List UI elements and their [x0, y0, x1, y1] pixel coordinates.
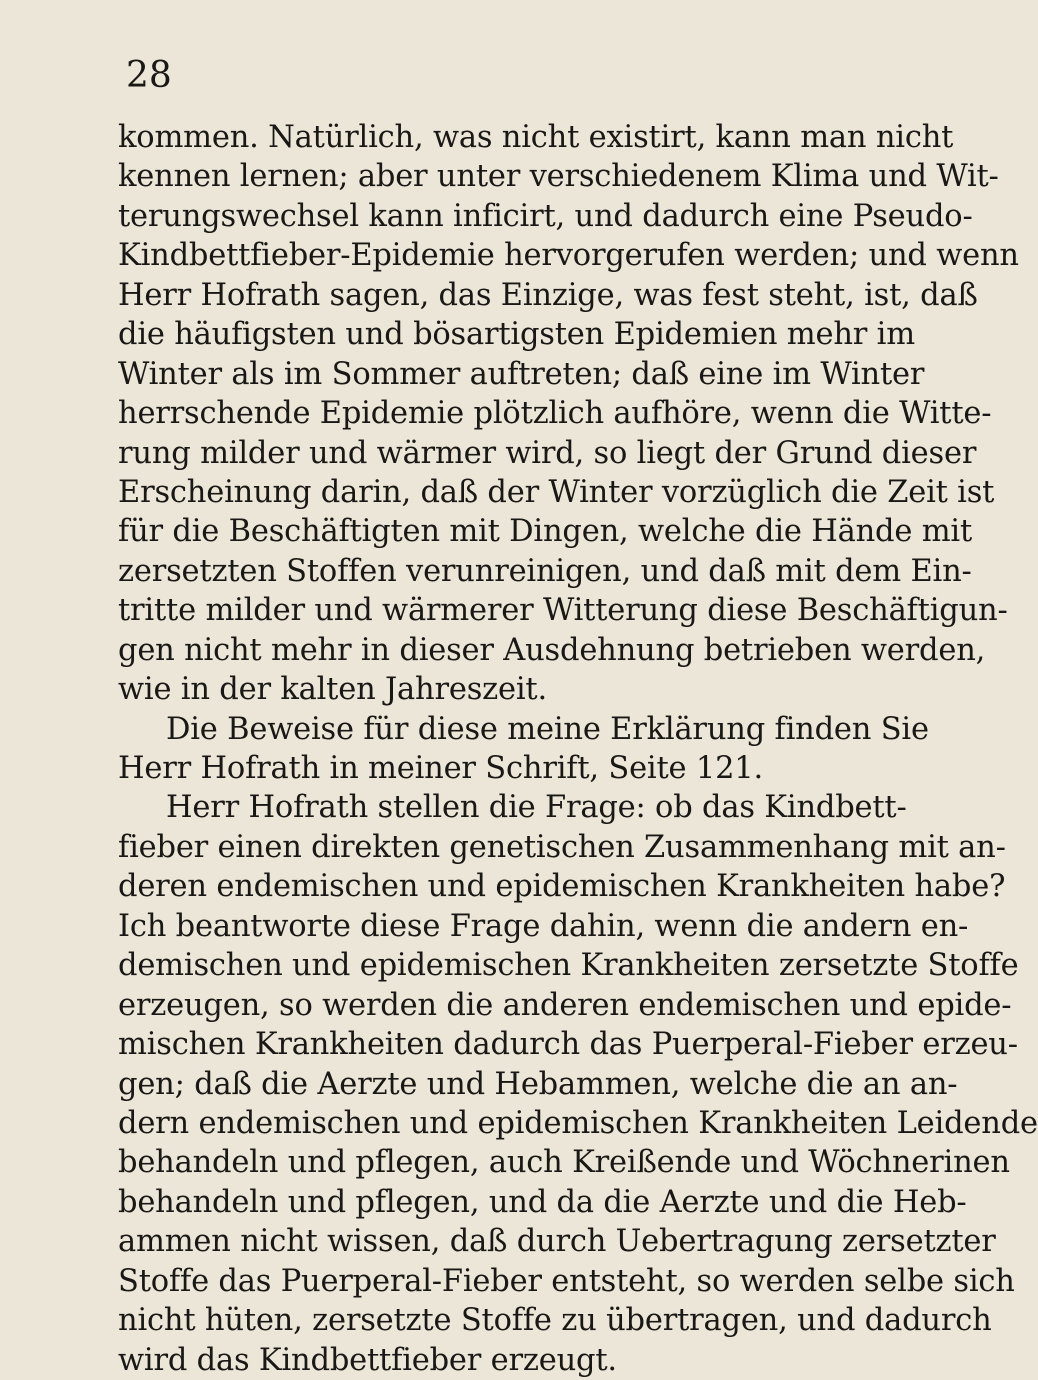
text-line: wie in der kalten Jahreszeit.: [118, 672, 547, 708]
text-line: terungswechsel kann inficirt, und dadurch eine Pseudo-: [118, 198, 973, 234]
text-line: gen nicht mehr in dieser Ausdehnung betrieben werden,: [118, 632, 986, 668]
text-line: Herr Hofrath stellen die Frage: ob das Kindbett-: [166, 790, 907, 826]
text-line: Herr Hofrath sagen, das Einzige, was fest steht, ist, daß: [118, 277, 978, 313]
text-line: behandeln und pflegen, auch Kreißende und Wöchnerinen: [118, 1145, 1010, 1181]
text-line: wird das Kindbettfieber erzeugt.: [118, 1342, 617, 1378]
text-line: die häufigsten und bösartigsten Epidemien mehr im: [118, 317, 915, 353]
text-line: demischen und epidemischen Krankheiten zersetzte Stoffe: [118, 948, 1019, 984]
text-line: nicht hüten, zersetzte Stoffe zu übertragen, und dadurch: [118, 1303, 992, 1339]
text-line: mischen Krankheiten dadurch das Puerperal-Fieber erzeu-: [118, 1027, 1018, 1063]
text-line: ammen nicht wissen, daß durch Uebertragung zersetzter: [118, 1224, 996, 1260]
text-line: gen; daß die Aerzte und Hebammen, welche die an an-: [118, 1066, 958, 1102]
text-line: Stoffe das Puerperal-Fieber entsteht, so werden selbe sich: [118, 1263, 1015, 1299]
body-text: [118, 118, 1038, 1380]
text-line: Herr Hofrath in meiner Schrift, Seite 121.: [118, 751, 763, 786]
text-line: kommen. Natürlich, was nicht existirt, kann man nicht: [118, 120, 954, 155]
text-line: Winter als im Sommer auftreten; daß eine im Winter: [118, 356, 925, 392]
text-line: Die Beweise für diese meine Erklärung finden Sie: [166, 711, 929, 747]
text-line: deren endemischen und epidemischen Krankheiten habe?: [118, 869, 1006, 905]
text-line: kennen lernen; aber unter verschiedenem Klima und Wit-: [118, 159, 999, 195]
text-line: rung milder und wärmer wird, so liegt der Grund dieser: [118, 435, 977, 471]
text-line: für die Beschäftigten mit Dingen, welche die Hände mit: [118, 514, 973, 550]
text-line: Erscheinung darin, daß der Winter vorzüglich die Zeit ist: [118, 474, 995, 510]
text-line: Ich beantworte diese Frage dahin, wenn die andern en-: [118, 908, 969, 944]
text-line: dern endemischen und epidemischen Krankheiten Leidende: [118, 1105, 1038, 1141]
text-line: zersetzten Stoffen verunreinigen, und daß mit dem Ein-: [118, 553, 972, 589]
text-line: herrschende Epidemie plötzlich aufhöre, wenn die Witte-: [118, 396, 992, 432]
text-line: tritte milder und wärmerer Witterung diese Beschäftigun-: [118, 593, 1008, 629]
text-line: behandeln und pflegen, und da die Aerzte und die Heb-: [118, 1184, 967, 1220]
text-line: erzeugen, so werden die anderen endemischen und epide-: [118, 987, 1012, 1023]
page-number: 28: [126, 55, 172, 96]
text-line: Kindbettfieber-Epidemie hervorgerufen werden; und wenn: [118, 238, 1019, 274]
text-line: fieber einen direkten genetischen Zusammenhang mit an-: [118, 829, 1006, 865]
